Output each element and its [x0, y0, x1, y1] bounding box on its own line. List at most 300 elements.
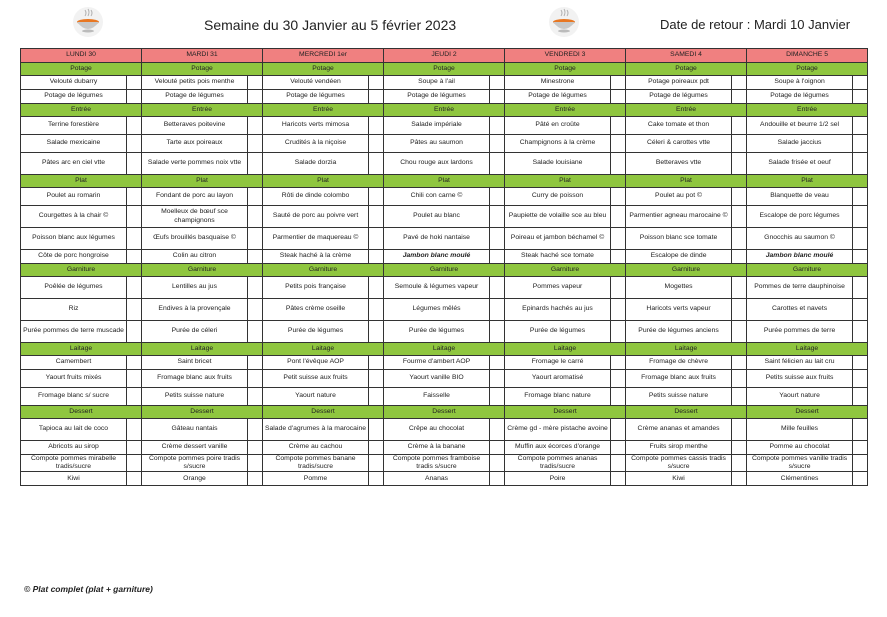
selection-box[interactable]	[248, 441, 263, 455]
dish-cell: Fromage le carré	[505, 356, 611, 370]
section-header: Potage	[505, 63, 626, 76]
section-header: Garniture	[747, 264, 868, 277]
selection-box[interactable]	[127, 299, 142, 321]
dish-cell: Compote pommes mirabelle tradis/sucre	[21, 455, 127, 472]
selection-box[interactable]	[611, 206, 626, 228]
dish-cell: Crêpe au chocolat	[384, 419, 490, 441]
selection-box[interactable]	[369, 228, 384, 250]
selection-box[interactable]	[248, 117, 263, 135]
selection-box[interactable]	[611, 76, 626, 90]
selection-box[interactable]	[248, 277, 263, 299]
selection-box[interactable]	[611, 228, 626, 250]
dish-cell: Terrine forestière	[21, 117, 127, 135]
dish-cell: Fruits sirop menthe	[626, 441, 732, 455]
dish-cell: Pont l'évêque AOP	[263, 356, 369, 370]
dish-cell: Potage de légumes	[626, 90, 732, 104]
dish-cell: Yaourt nature	[263, 388, 369, 406]
dish-cell: Légumes mêlés	[384, 299, 490, 321]
dish-cell: Gâteau nantais	[142, 419, 248, 441]
section-header: Entrée	[263, 104, 384, 117]
selection-box[interactable]	[127, 188, 142, 206]
dish-cell: Ananas	[384, 472, 490, 486]
menu-row	[21, 250, 868, 264]
dish-cell: Pommes de terre dauphinoise	[747, 277, 853, 299]
dish-cell: Yaourt vanille BIO	[384, 370, 490, 388]
selection-box[interactable]	[853, 250, 868, 264]
selection-box[interactable]	[611, 419, 626, 441]
selection-box[interactable]	[490, 153, 505, 175]
selection-box[interactable]	[853, 228, 868, 250]
dish-cell: Jambon blanc moulé	[747, 250, 853, 264]
dish-cell: Salade verte pommes noix vtte	[142, 153, 248, 175]
selection-box[interactable]	[127, 206, 142, 228]
selection-box[interactable]	[369, 388, 384, 406]
selection-box[interactable]	[490, 206, 505, 228]
section-header: Garniture	[142, 264, 263, 277]
dish-cell: Betteraves poitevine	[142, 117, 248, 135]
selection-box[interactable]	[490, 321, 505, 343]
selection-box[interactable]	[490, 441, 505, 455]
selection-box[interactable]	[853, 277, 868, 299]
section-header: Laitage	[626, 343, 747, 356]
dish-cell: Orange	[142, 472, 248, 486]
selection-box[interactable]	[369, 455, 384, 472]
dish-cell: Yaourt nature	[747, 388, 853, 406]
menu-table	[20, 48, 868, 486]
dish-cell: Purée pommes de terre muscade	[21, 321, 127, 343]
selection-box[interactable]	[611, 250, 626, 264]
section-header: Entrée	[747, 104, 868, 117]
selection-box[interactable]	[490, 455, 505, 472]
dish-cell: Petits suisse aux fruits	[747, 370, 853, 388]
selection-box[interactable]	[853, 455, 868, 472]
menu-row	[21, 117, 868, 135]
selection-box[interactable]	[732, 370, 747, 388]
selection-box[interactable]	[732, 419, 747, 441]
selection-box[interactable]	[248, 76, 263, 90]
soup-bowl-logo-left	[72, 6, 104, 38]
dish-cell: Poêlée de légumes	[21, 277, 127, 299]
dish-cell: Courgettes à la chair ©	[21, 206, 127, 228]
selection-box[interactable]	[611, 188, 626, 206]
dish-cell: Potage poireaux pdt	[626, 76, 732, 90]
dish-cell: Poire	[505, 472, 611, 486]
dish-cell: Potage de légumes	[263, 90, 369, 104]
return-date: Date de retour : Mardi 10 Janvier	[660, 17, 851, 32]
dish-cell: Compote pommes vanille tradis s/sucre	[747, 455, 853, 472]
day-header: LUNDI 30	[21, 49, 142, 63]
section-header: Entrée	[626, 104, 747, 117]
dish-cell: Œufs brouillés basquaise ©	[142, 228, 248, 250]
day-header: JEUDI 2	[384, 49, 505, 63]
selection-box[interactable]	[490, 370, 505, 388]
selection-box[interactable]	[732, 472, 747, 486]
selection-box[interactable]	[127, 90, 142, 104]
selection-box[interactable]	[369, 277, 384, 299]
selection-box[interactable]	[127, 388, 142, 406]
dish-cell: Pâté en croûte	[505, 117, 611, 135]
menu-row	[21, 370, 868, 388]
selection-box[interactable]	[611, 370, 626, 388]
selection-box[interactable]	[611, 321, 626, 343]
selection-box[interactable]	[732, 250, 747, 264]
selection-box[interactable]	[732, 206, 747, 228]
selection-box[interactable]	[732, 188, 747, 206]
section-header: Potage	[21, 63, 142, 76]
selection-box[interactable]	[248, 388, 263, 406]
dish-cell: Kiwi	[626, 472, 732, 486]
section-header: Garniture	[626, 264, 747, 277]
selection-box[interactable]	[369, 90, 384, 104]
dish-cell: Purée de légumes	[263, 321, 369, 343]
section-header: Dessert	[747, 406, 868, 419]
selection-box[interactable]	[127, 76, 142, 90]
section-header: Garniture	[21, 264, 142, 277]
dish-cell: Velouté dubarry	[21, 76, 127, 90]
menu-row	[21, 472, 868, 486]
dish-cell: Fourme d'ambert AOP	[384, 356, 490, 370]
dish-cell: Haricots verts mimosa	[263, 117, 369, 135]
selection-box[interactable]	[732, 321, 747, 343]
selection-box[interactable]	[127, 153, 142, 175]
soup-bowl-logo-right	[548, 6, 580, 38]
dish-cell: Jambon blanc moulé	[384, 250, 490, 264]
selection-box[interactable]	[611, 388, 626, 406]
selection-box[interactable]	[127, 370, 142, 388]
dish-cell: Minestrone	[505, 76, 611, 90]
selection-box[interactable]	[732, 455, 747, 472]
dish-cell: Potage de légumes	[505, 90, 611, 104]
dish-cell: Steak haché sce tomate	[505, 250, 611, 264]
selection-box[interactable]	[127, 356, 142, 370]
selection-box[interactable]	[248, 472, 263, 486]
dish-cell: Purée de légumes	[384, 321, 490, 343]
dish-cell: Pâtes au saumon	[384, 135, 490, 153]
dish-cell: Semoule & légumes vapeur	[384, 277, 490, 299]
selection-box[interactable]	[369, 206, 384, 228]
section-header: Plat	[626, 175, 747, 188]
dish-cell: Yaourt aromatisé	[505, 370, 611, 388]
selection-box[interactable]	[127, 228, 142, 250]
selection-box[interactable]	[611, 277, 626, 299]
dish-cell: Compote pommes framboise tradis s/sucre	[384, 455, 490, 472]
dish-cell: Potage de légumes	[21, 90, 127, 104]
selection-box[interactable]	[248, 419, 263, 441]
dish-cell: Poulet au pot ©	[626, 188, 732, 206]
selection-box[interactable]	[490, 117, 505, 135]
section-header: Dessert	[626, 406, 747, 419]
dish-cell: Escalope de dinde	[626, 250, 732, 264]
dish-cell: Pâtes crème oseille	[263, 299, 369, 321]
dish-cell: Céleri & carottes vtte	[626, 135, 732, 153]
selection-box[interactable]	[248, 153, 263, 175]
dish-cell: Poulet au romarin	[21, 188, 127, 206]
selection-box[interactable]	[732, 441, 747, 455]
menu-row	[21, 356, 868, 370]
dish-cell: Betteraves vtte	[626, 153, 732, 175]
section-header: Potage	[263, 63, 384, 76]
selection-box[interactable]	[853, 188, 868, 206]
selection-box[interactable]	[369, 117, 384, 135]
selection-box[interactable]	[732, 228, 747, 250]
dish-cell: Abricots au sirop	[21, 441, 127, 455]
selection-box[interactable]	[490, 419, 505, 441]
selection-box[interactable]	[127, 441, 142, 455]
selection-box[interactable]	[248, 228, 263, 250]
selection-box[interactable]	[127, 250, 142, 264]
section-header: Potage	[626, 63, 747, 76]
selection-box[interactable]	[127, 277, 142, 299]
dish-cell: Yaourt fruits mixés	[21, 370, 127, 388]
selection-box[interactable]	[369, 135, 384, 153]
selection-box[interactable]	[127, 455, 142, 472]
selection-box[interactable]	[369, 153, 384, 175]
dish-cell: Cake tomate et thon	[626, 117, 732, 135]
dish-cell: Blanquette de veau	[747, 188, 853, 206]
dish-cell: Crudités à la niçoise	[263, 135, 369, 153]
dish-cell: Poulet au blanc	[384, 206, 490, 228]
selection-box[interactable]	[611, 117, 626, 135]
dish-cell: Lentilles au jus	[142, 277, 248, 299]
selection-box[interactable]	[490, 356, 505, 370]
selection-box[interactable]	[369, 419, 384, 441]
day-header: SAMEDI 4	[626, 49, 747, 63]
selection-box[interactable]	[490, 472, 505, 486]
section-header: Dessert	[142, 406, 263, 419]
dish-cell: Compote pommes ananas tradis/sucre	[505, 455, 611, 472]
selection-box[interactable]	[853, 388, 868, 406]
day-header: MARDI 31	[142, 49, 263, 63]
selection-box[interactable]	[369, 299, 384, 321]
day-header-row	[21, 49, 868, 63]
dish-cell: Poisson blanc aux légumes	[21, 228, 127, 250]
dish-cell: Salade mexicaine	[21, 135, 127, 153]
selection-box[interactable]	[127, 135, 142, 153]
selection-box[interactable]	[732, 277, 747, 299]
section-header: Laitage	[263, 343, 384, 356]
dish-cell: Pomme	[263, 472, 369, 486]
dish-cell: Mogettes	[626, 277, 732, 299]
selection-box[interactable]	[732, 76, 747, 90]
selection-box[interactable]	[248, 321, 263, 343]
dish-cell: Chili con carne ©	[384, 188, 490, 206]
section-header: Entrée	[21, 104, 142, 117]
section-header: Laitage	[142, 343, 263, 356]
selection-box[interactable]	[853, 419, 868, 441]
selection-box[interactable]	[490, 228, 505, 250]
dish-cell: Crème dessert vanille	[142, 441, 248, 455]
menu-row	[21, 419, 868, 441]
selection-box[interactable]	[732, 299, 747, 321]
section-header: Laitage	[21, 343, 142, 356]
selection-box[interactable]	[853, 441, 868, 455]
dish-cell: Curry de poisson	[505, 188, 611, 206]
selection-box[interactable]	[611, 90, 626, 104]
selection-box[interactable]	[853, 370, 868, 388]
selection-box[interactable]	[490, 299, 505, 321]
selection-box[interactable]	[611, 299, 626, 321]
section-header: Dessert	[505, 406, 626, 419]
selection-box[interactable]	[732, 388, 747, 406]
dish-cell: Saint bricet	[142, 356, 248, 370]
selection-box[interactable]	[490, 277, 505, 299]
dish-cell: Salade impériale	[384, 117, 490, 135]
dish-cell: Purée pommes de terre	[747, 321, 853, 343]
dish-cell: Tapioca au lait de coco	[21, 419, 127, 441]
selection-box[interactable]	[853, 321, 868, 343]
dish-cell: Parmentier de maquereau ©	[263, 228, 369, 250]
selection-box[interactable]	[490, 135, 505, 153]
selection-box[interactable]	[732, 117, 747, 135]
selection-box[interactable]	[369, 370, 384, 388]
selection-box[interactable]	[853, 299, 868, 321]
dish-cell: Petits pois française	[263, 277, 369, 299]
dish-cell: Crème au cachou	[263, 441, 369, 455]
selection-box[interactable]	[248, 90, 263, 104]
dish-cell: Poisson blanc sce tomate	[626, 228, 732, 250]
selection-box[interactable]	[853, 206, 868, 228]
dish-cell: Purée de légumes	[505, 321, 611, 343]
selection-box[interactable]	[732, 356, 747, 370]
menu-row	[21, 388, 868, 406]
selection-box[interactable]	[369, 188, 384, 206]
dish-cell: Potage de légumes	[384, 90, 490, 104]
selection-box[interactable]	[611, 153, 626, 175]
selection-box[interactable]	[248, 250, 263, 264]
selection-box[interactable]	[248, 299, 263, 321]
dish-cell: Gnocchis au saumon ©	[747, 228, 853, 250]
dish-cell: Petit suisse aux fruits	[263, 370, 369, 388]
section-header-row	[21, 104, 868, 117]
dish-cell: Velouté petits pois menthe	[142, 76, 248, 90]
selection-box[interactable]	[611, 472, 626, 486]
selection-box[interactable]	[248, 455, 263, 472]
selection-box[interactable]	[127, 472, 142, 486]
dish-cell: Escalope de porc légumes	[747, 206, 853, 228]
dish-cell: Fromage de chèvre	[626, 356, 732, 370]
selection-box[interactable]	[853, 76, 868, 90]
selection-box[interactable]	[369, 356, 384, 370]
selection-box[interactable]	[732, 135, 747, 153]
selection-box[interactable]	[369, 250, 384, 264]
dish-cell: Salade frisée et oeuf	[747, 153, 853, 175]
section-header: Plat	[384, 175, 505, 188]
dish-cell: Colin au citron	[142, 250, 248, 264]
dish-cell: Saint félicien au lait cru	[747, 356, 853, 370]
section-header-row	[21, 63, 868, 76]
dish-cell: Chou rouge aux lardons	[384, 153, 490, 175]
selection-box[interactable]	[248, 188, 263, 206]
selection-box[interactable]	[369, 441, 384, 455]
section-header: Plat	[263, 175, 384, 188]
selection-box[interactable]	[490, 188, 505, 206]
dish-cell: Steak haché à la crème	[263, 250, 369, 264]
dish-cell: Pâtes arc en ciel vtte	[21, 153, 127, 175]
menu-row	[21, 299, 868, 321]
selection-box[interactable]	[853, 356, 868, 370]
dish-cell: Sauté de porc au poivre vert	[263, 206, 369, 228]
dish-cell: Crème ananas et amandes	[626, 419, 732, 441]
selection-box[interactable]	[853, 117, 868, 135]
menu-row	[21, 153, 868, 175]
section-header: Plat	[505, 175, 626, 188]
selection-box[interactable]	[853, 90, 868, 104]
selection-box[interactable]	[127, 419, 142, 441]
selection-box[interactable]	[732, 153, 747, 175]
day-header: VENDREDI 3	[505, 49, 626, 63]
dish-cell: Salade d'agrumes à la marocaine	[263, 419, 369, 441]
selection-box[interactable]	[732, 90, 747, 104]
selection-box[interactable]	[127, 117, 142, 135]
selection-box[interactable]	[611, 441, 626, 455]
section-header: Plat	[142, 175, 263, 188]
dish-cell: Petits suisse nature	[626, 388, 732, 406]
dish-cell: Fromage blanc aux fruits	[142, 370, 248, 388]
selection-box[interactable]	[248, 135, 263, 153]
selection-box[interactable]	[853, 153, 868, 175]
section-header-row	[21, 175, 868, 188]
selection-box[interactable]	[611, 135, 626, 153]
dish-cell: Potage de légumes	[747, 90, 853, 104]
selection-box[interactable]	[369, 321, 384, 343]
dish-cell: Potage de légumes	[142, 90, 248, 104]
selection-box[interactable]	[490, 250, 505, 264]
section-header: Entrée	[142, 104, 263, 117]
selection-box[interactable]	[490, 90, 505, 104]
section-header: Dessert	[263, 406, 384, 419]
selection-box[interactable]	[369, 472, 384, 486]
selection-box[interactable]	[248, 356, 263, 370]
menu-row	[21, 277, 868, 299]
selection-box[interactable]	[853, 472, 868, 486]
section-header: Potage	[747, 63, 868, 76]
selection-box[interactable]	[248, 370, 263, 388]
menu-row	[21, 441, 868, 455]
selection-box[interactable]	[369, 76, 384, 90]
dish-cell: Purée de céleri	[142, 321, 248, 343]
section-header: Potage	[142, 63, 263, 76]
section-header: Plat	[21, 175, 142, 188]
dish-cell: Camembert	[21, 356, 127, 370]
dish-cell: Tarte aux poireaux	[142, 135, 248, 153]
menu-row	[21, 188, 868, 206]
dish-cell: Soupe à l'ail	[384, 76, 490, 90]
dish-cell: Fromage blanc nature	[505, 388, 611, 406]
dish-cell: Compote pommes banane tradis/sucre	[263, 455, 369, 472]
dish-cell: Epinards hachés au jus	[505, 299, 611, 321]
dish-cell: Purée de légumes anciens	[626, 321, 732, 343]
selection-box[interactable]	[127, 321, 142, 343]
selection-box[interactable]	[853, 135, 868, 153]
selection-box[interactable]	[248, 206, 263, 228]
footnote: © Plat complet (plat + garniture)	[24, 584, 153, 594]
section-header: Plat	[747, 175, 868, 188]
dish-cell: Champignons à la crème	[505, 135, 611, 153]
dish-cell: Côte de porc hongroise	[21, 250, 127, 264]
selection-box[interactable]	[611, 356, 626, 370]
dish-cell: Soupe à l'oignon	[747, 76, 853, 90]
menu-row	[21, 455, 868, 472]
dish-cell: Crème à la banane	[384, 441, 490, 455]
selection-box[interactable]	[611, 455, 626, 472]
section-header: Entrée	[384, 104, 505, 117]
selection-box[interactable]	[490, 388, 505, 406]
menu-row	[21, 90, 868, 104]
section-header: Entrée	[505, 104, 626, 117]
section-header-row	[21, 264, 868, 277]
selection-box[interactable]	[490, 76, 505, 90]
dish-cell: Pommes vapeur	[505, 277, 611, 299]
